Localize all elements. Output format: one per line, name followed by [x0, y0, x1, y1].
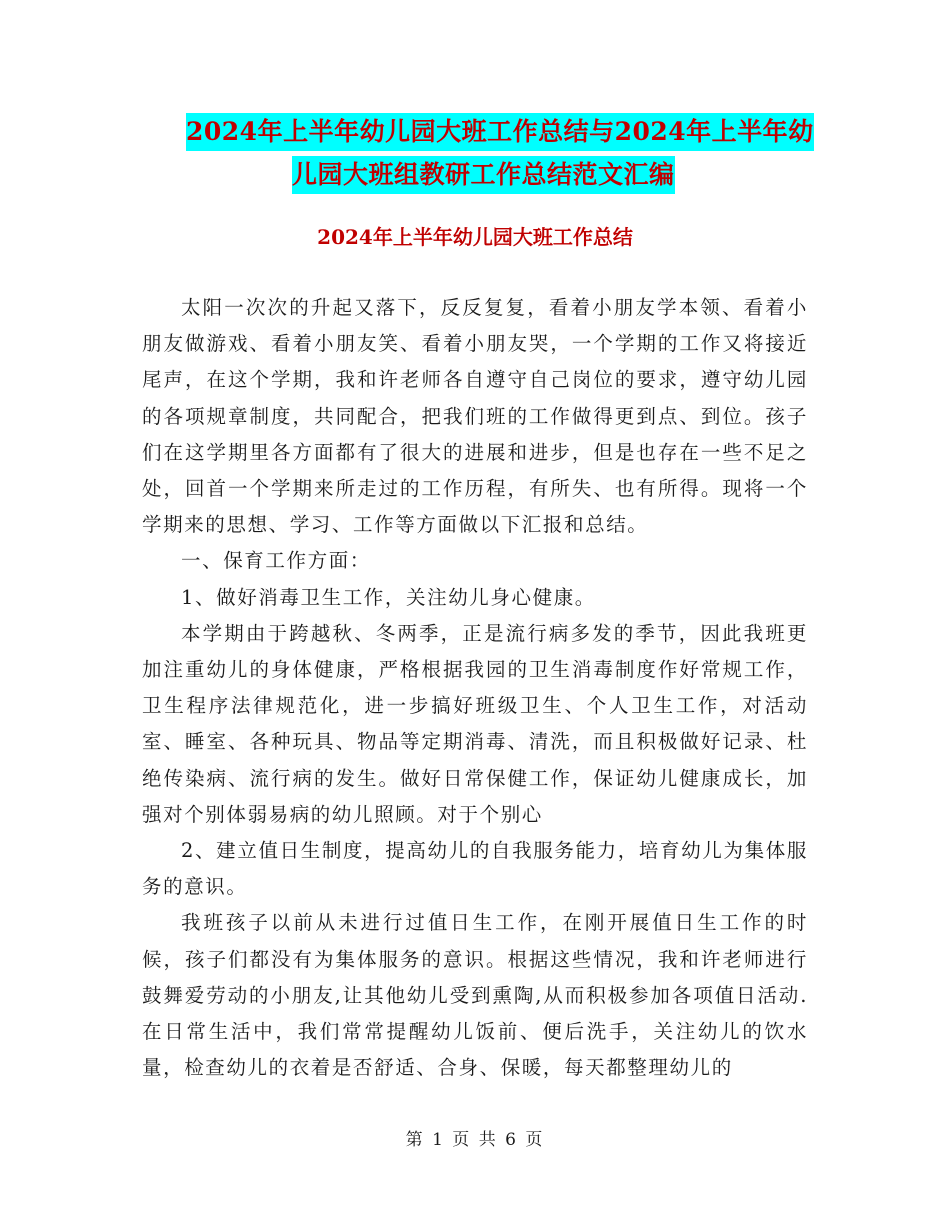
paragraph-intro: 太阳一次次的升起又落下，反反复复，看着小朋友学本领、看着小朋友做游戏、看着小朋友笑、看着小朋友哭，一个学期的工作又将接近尾声，在这个学期，我和许老师各自遵守自己岗位的要求，遵守幼儿园的各项规章制度，共同配合，把我们班的工作做得更到点、到位。孩子们在这学期里各方面都有了很大的进展和进步，但是也存在一些不足之处，回首一个学期来所走过的工作历程，有所失、也有所得。现将一个学期来的思想、学习、工作等方面做以下汇报和总结。 — [142, 296, 808, 537]
document-title-line-2: 儿园大班组教研工作总结范文汇编 — [292, 156, 675, 194]
paragraph-item-1-body: 本学期由于跨越秋、冬两季，正是流行病多发的季节，因此我班更加注重幼儿的身体健康，严格根据我园的卫生消毒制度作好常规工作，卫生程序法律规范化，进一步搞好班级卫生、个人卫生工作，对活动室、睡室、各种玩具、物品等定期消毒、清洗，而且积极做好记录、杜绝传染病、流行病的发生。做好日常保健工作，保证幼儿健康成长，加强对个别体弱易病的幼儿照顾。对于个别心 — [142, 621, 808, 826]
page-number-footer: 第 1 页 共 6 页 — [405, 1130, 545, 1150]
document-title-line-1: 2024年上半年幼儿园大班工作总结与2024年上半年幼 — [186, 113, 814, 151]
paragraph-item-2-body: 我班孩子以前从未进行过值日生工作，在刚开展值日生工作的时候，孩子们都没有为集体服务的意识。根据这些情况，我和许老师进行鼓舞爱劳动的小朋友,让其他幼儿受到熏陶,从而积极参加各项值日活动.在日常生活中，我们常常提醒幼儿饭前、便后洗手，关注幼儿的饮水量，检查幼儿的衣着是否舒适、合身、保暖，每天都整理幼儿的 — [142, 911, 808, 1080]
document-body — [142, 290, 808, 1086]
paragraph-heading-childcare: 一、保育工作方面： — [181, 549, 371, 573]
section-heading: 2024年上半年幼儿园大班工作总结 — [317, 225, 633, 249]
paragraph-item-1: 1、做好消毒卫生工作，关注幼儿身心健康。 — [181, 585, 596, 609]
paragraph-item-2: 2、建立值日生制度，提高幼儿的自我服务能力，培育幼儿为集体服务的意识。 — [142, 839, 808, 899]
